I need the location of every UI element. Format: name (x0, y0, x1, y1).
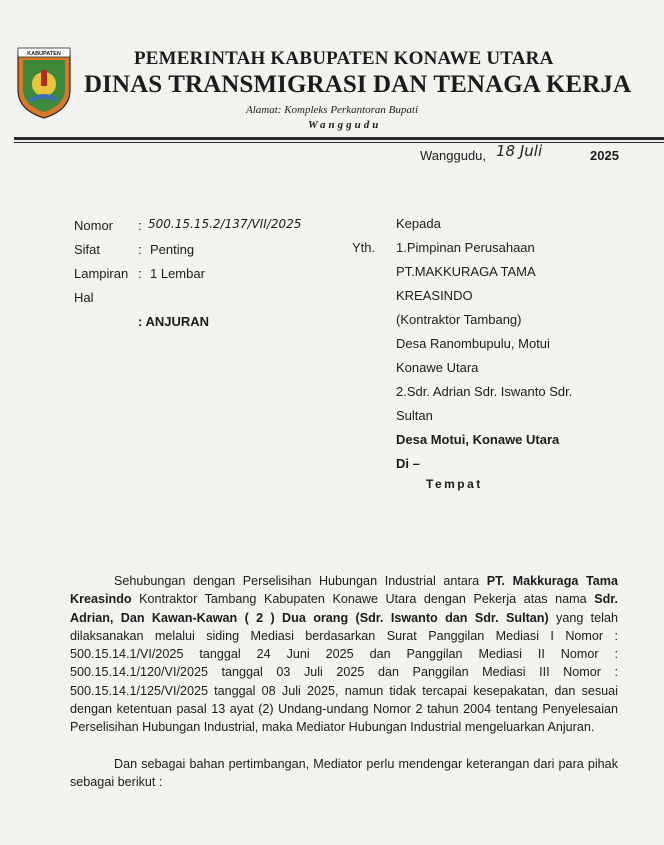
recipient-yth: Yth. (352, 240, 376, 255)
recipient-kepada: Kepada (396, 216, 441, 231)
nomor-label: Nomor (74, 218, 114, 233)
nomor-colon: : (138, 218, 142, 233)
header-government-name: PEMERINTAH KABUPATEN KONAWE UTARA (134, 48, 554, 69)
company-name: PT. Makkuraga Tama Kreasindo (70, 574, 618, 607)
header-rule-thin (14, 142, 664, 143)
recipient-line: KREASINDO (396, 288, 473, 303)
body-paragraph-1 (70, 572, 618, 737)
nomor-value: 500.15.15.2/137/VII/2025 (148, 217, 302, 231)
body-text: yang telah dilaksanakan melalui siding Mediasi berdasarkan Surat Panggilan Mediasi I Nomor : 500.15.14.1/VI/2025 tanggal 24 Juni 2025 dan Panggilan Mediasi II Nomor : 500.15.14.1/120/VI/2025 tanggal 03 Juli 2025 dan Panggilan Mediasi III Nomor : 500.15.14.1/125/VI/2025 tanggal 08 Juli 2025, namun tidak tercapai kesepakatan, dan sesuai dengan ketentuan pasal 13 ayat (2) Undang-undang Nomor 2 tahun 2004 tentang Penyelesaian Perselisihan Hubungan Industrial, maka Mediator Hubungan Industrial mengeluarkan Anjuran. (70, 610, 618, 735)
sifat-colon: : (138, 242, 142, 257)
date-handwritten: 18 Juli (496, 142, 543, 160)
body-paragraph-2: Dan sebagai bahan pertimbangan, Mediator perlu mendengar keterangan dari para pihak sebagai berikut : (70, 756, 618, 789)
emblem-caption: KABUPATEN (27, 51, 61, 57)
sifat-value: Penting (150, 242, 195, 257)
lampiran-value: 1 Lembar (150, 266, 205, 281)
recipient-line: Desa Ranombupulu, Motui (396, 336, 550, 351)
letter-body (70, 572, 618, 791)
hal-value: : ANJURAN (138, 314, 210, 329)
recipient-line-bold: Desa Motui, Konawe Utara (396, 432, 560, 447)
recipient-line: 2.Sdr. Adrian Sdr. Iswanto Sdr. (396, 384, 573, 399)
lampiran-label: Lampiran (74, 266, 129, 281)
date-place: Wanggudu, (420, 148, 487, 163)
hal-label: Hal (74, 290, 94, 305)
body-text: Kontraktor Tambang Kabupaten Konawe Utara dengan Pekerja atas nama (131, 592, 595, 607)
recipient-line: Konawe Utara (396, 360, 479, 375)
worker-names: Sdr. Adrian, Dan Kawan-Kawan ( 2 ) Dua orang (Sdr. Iswanto dan Sdr. Sultan) (70, 592, 618, 625)
sifat-label: Sifat (74, 242, 101, 257)
body-text: Sehubungan dengan Perselisihan Hubungan Industrial antara (114, 574, 487, 588)
recipient-line: 1.Pimpinan Perusahaan (396, 240, 535, 255)
header-agency-name: DINAS TRANSMIGRASI DAN TENAGA KERJA (84, 71, 632, 98)
header-city: Wanggudu (308, 119, 382, 131)
recipient-line: (Kontraktor Tambang) (396, 312, 522, 327)
recipient-tempat: Tempat (426, 477, 483, 491)
regency-emblem-icon (14, 46, 74, 120)
lampiran-colon: : (138, 266, 142, 281)
header-rule-thick (14, 137, 664, 140)
recipient-line: Sultan (396, 408, 433, 423)
header-address: Alamat: Kompleks Perkantoran Bupati (246, 104, 419, 116)
recipient-line-bold: Di – (396, 456, 420, 471)
date-year: 2025 (590, 148, 619, 163)
recipient-line: PT.MAKKURAGA TAMA (396, 264, 536, 279)
